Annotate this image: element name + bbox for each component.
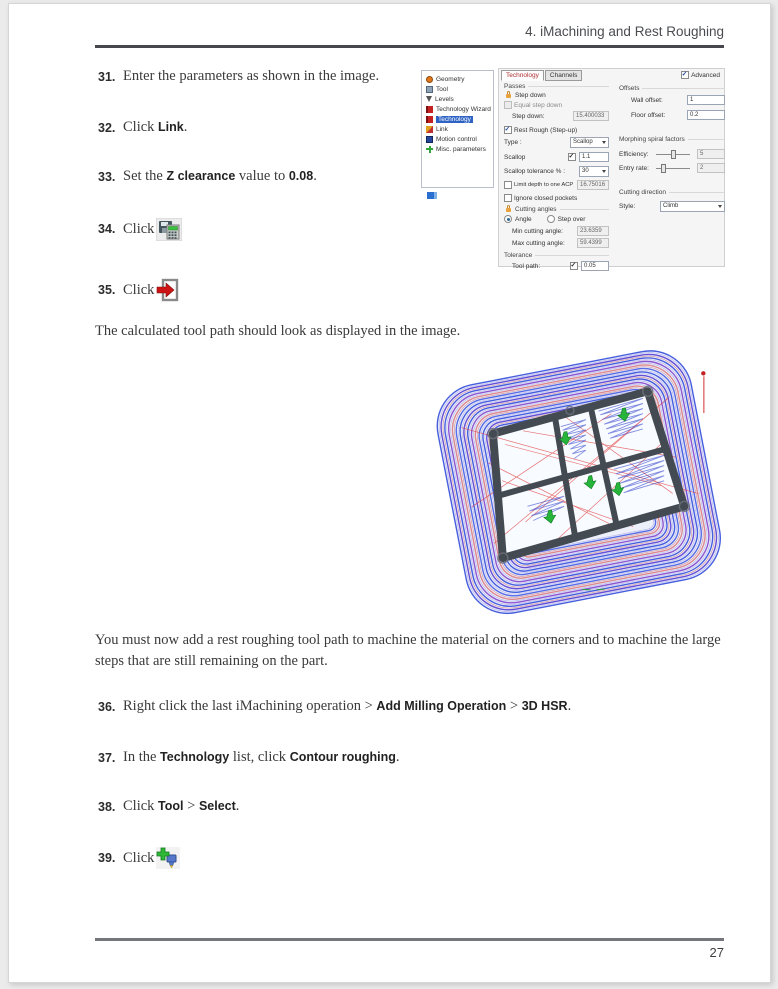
equal-step-down-row: Equal step down: [504, 101, 609, 109]
entry-rate-row: Entry rate: 2: [619, 163, 725, 173]
lock-icon: [506, 208, 511, 212]
step-number: 32.: [98, 120, 116, 135]
efficiency-field: 5: [697, 149, 725, 159]
tree-item-levels: Levels: [422, 94, 493, 104]
ignore-pockets-checkbox: [504, 194, 512, 202]
limit-depth-row: Limit depth to one ACP 16.75016: [504, 180, 609, 190]
step-number: 36.: [98, 699, 116, 714]
cutting-angles-group: Cutting angles: [504, 206, 609, 213]
step-text: Set the Z clearance value to 0.08.: [123, 168, 317, 184]
coordinate-system-icon: [427, 192, 437, 199]
type-row: Type : Scallop: [504, 137, 609, 148]
min-angle-row: Min cutting angle: 23.6359: [504, 226, 609, 236]
step-over-radio: [547, 215, 555, 223]
scallop-tolerance-dropdown: 30: [579, 166, 609, 177]
step-number: 38.: [98, 799, 116, 814]
step-number: 31.: [98, 69, 116, 84]
tree-item-technology: Technology: [422, 114, 493, 124]
equal-step-down-checkbox: [504, 101, 512, 109]
operation-tree: [421, 70, 494, 188]
tree-item-motion-control: Motion control: [422, 134, 493, 144]
tool-path-checkbox: [570, 262, 578, 270]
ignore-pockets-row: Ignore closed pockets: [504, 194, 609, 202]
tolerance-group: Tolerance: [504, 252, 609, 259]
footer-rule: [95, 938, 724, 941]
step-31: [98, 68, 379, 85]
morphing-group: Morphing spiral factors: [619, 136, 725, 143]
step-33: [98, 168, 317, 185]
step-34: [98, 216, 182, 242]
step-number: 37.: [98, 750, 116, 765]
scallop-checkbox: [568, 153, 576, 161]
tree-item-geometry: Geometry: [422, 74, 493, 84]
step-text: Enter the parameters as shown in the image.: [123, 68, 380, 84]
tree-item-misc-parameters: Misc. parameters: [422, 144, 493, 154]
step-down-field: 15.400033: [573, 111, 609, 121]
tab-technology: Technology: [501, 70, 544, 81]
entry-rate-slider: [656, 164, 690, 173]
step-text: Click: [123, 220, 155, 237]
levels-icon: [426, 96, 432, 102]
holder-pin-marker: [696, 371, 713, 413]
step-38: [98, 798, 239, 815]
toolpath-image: [423, 336, 735, 620]
add-tool-icon: [156, 847, 180, 869]
limit-depth-checkbox: [504, 181, 512, 189]
style-dropdown: Climb: [660, 201, 725, 212]
scallop-field: 1.1: [579, 152, 609, 162]
step-text: Click: [123, 849, 155, 866]
limit-depth-field: 16.75016: [577, 180, 609, 190]
tool-icon: [426, 86, 433, 93]
angle-radio: [504, 215, 512, 223]
step-text: Right click the last iMachining operation > Add Milling Operation > 3D HSR.: [123, 698, 572, 714]
step-32: [98, 119, 187, 136]
efficiency-row: Efficiency: 5: [619, 149, 725, 159]
link-icon: [426, 126, 433, 133]
type-dropdown: Scallop: [570, 137, 609, 148]
wall-offset-field: 1: [687, 95, 725, 105]
save-calculate-icon: [156, 218, 182, 241]
step-number: 33.: [98, 169, 116, 184]
passes-column: [504, 83, 609, 271]
step-number: 34.: [98, 222, 116, 236]
step-down-header-row: Step down: [504, 92, 609, 99]
page-number: 27: [709, 945, 724, 960]
document-page: [8, 3, 771, 983]
angle-radio-row: Angle Step over: [504, 215, 609, 223]
technology-icon: [426, 116, 433, 123]
tab-channels: Channels: [545, 70, 582, 81]
step-text: In the Technology list, click Contour roughing.: [123, 749, 400, 765]
body-paragraph: You must now add a rest roughing tool path to machine the material on the corners and to machine the large steps that are still remaining on the part.: [95, 632, 721, 669]
step-39: [98, 844, 180, 872]
dialog-tabs: [501, 70, 582, 81]
entry-rate-field: 2: [697, 163, 725, 173]
rest-rough-row: ✓ Rest Rough (Step-up): [504, 126, 609, 134]
motion-control-icon: [426, 136, 433, 143]
max-angle-field: 59.4399: [577, 238, 609, 248]
tool-path-field: 0.05: [581, 261, 609, 271]
floor-offset-row: Floor offset: 0.2: [619, 110, 725, 120]
step-number: 35.: [98, 283, 116, 297]
advanced-checkbox-row: ✓ Advanced: [681, 71, 720, 79]
min-angle-field: 23.6359: [577, 226, 609, 236]
tool-path-row: Tool path: ✓ 0.05: [504, 261, 609, 271]
tree-item-technology-wizard: Technology Wizard: [422, 104, 493, 114]
step-text: Click Tool > Select.: [123, 798, 240, 814]
passes-group: Passes: [504, 83, 609, 90]
offsets-column: [619, 75, 725, 212]
lock-icon: [506, 94, 511, 98]
tree-item-link: Link: [422, 124, 493, 134]
technology-wizard-icon: [426, 106, 433, 113]
step-down-row: Step down: 15.400033: [504, 111, 609, 121]
max-angle-row: Max cutting angle: 59.4399: [504, 238, 609, 248]
misc-parameters-icon: [426, 146, 433, 153]
tree-item-tool: Tool: [422, 84, 493, 94]
caption-toolpath: The calculated tool path should look as displayed in the image.: [95, 323, 461, 339]
step-number: 39.: [98, 851, 116, 865]
step-36: [98, 698, 571, 715]
scallop-tolerance-row: Scallop tolerance % : 30: [504, 166, 609, 177]
rest-rough-checkbox: [504, 126, 512, 134]
cutting-direction-group: Cutting direction: [619, 189, 725, 196]
geometry-icon: [426, 76, 433, 83]
efficiency-slider: [656, 150, 690, 159]
page-header-title: 4. iMachining and Rest Roughing: [525, 24, 724, 39]
exit-icon: [156, 277, 180, 303]
dialog-panel: [498, 68, 725, 270]
step-text: Click: [123, 281, 155, 298]
step-text: Click Link.: [123, 119, 188, 135]
floor-offset-field: 0.2: [687, 110, 725, 120]
style-row: Style: Climb: [619, 201, 725, 212]
wall-offset-row: Wall offset: 1: [619, 95, 725, 105]
offsets-group: Offsets: [619, 85, 725, 92]
embedded-dialog-screenshot: [421, 68, 725, 270]
header-rule: [95, 45, 724, 48]
step-37: [98, 749, 400, 766]
step-35: [98, 276, 180, 304]
scallop-row: Scallop ✓ 1.1: [504, 152, 609, 162]
